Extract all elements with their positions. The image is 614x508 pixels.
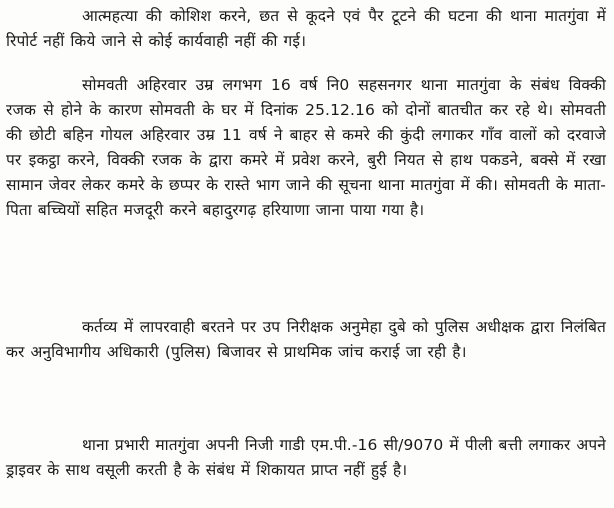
paragraph-station-in-charge-complaint: थाना प्रभारी मातगुंवा अपनी निजी गाडी एम.पी.-16 सी/9070 में पीली बत्ती लगाकर अपने ड्राइवर के साथ वसूली करती है के संबंध में शिकायत प्राप्त नहीं हुई है। <box>6 436 606 479</box>
paragraph-suicide-attempt-report: आत्महत्या की कोशिश करने, छत से कूदने एवं पैर टूटने की घटना की थाना मातगुंवा में रिपोर्ट नहीं किये जाने से कोई कार्यवाही नहीं की गई। <box>6 7 606 50</box>
paragraph-suspension-inquiry: कर्तव्य में लापरवाही बरतने पर उप निरीक्षक अनुमेहा दुबे को पुलिस अधीक्षक द्वारा निलंबित कर अनुविभागीय अधिकारी (पुलिस) बिजावर से प्राथमिक जांच कराई जा रही है। <box>6 318 606 361</box>
paragraph-somvati-incident: सोमवती अहिरवार उम्र लगभग 16 वर्ष नि0 सहसनगर थाना मातगुंवा के संबंध विक्की रजक से होने के कारण सोमवती के घर में दिनांक 25.12.16 को दोनों बातचीत कर रहे थे। सोमवती की छोटी बहिन गोयल अहिरवार उम्र 11 वर्ष ने बाहर से कमरे की कुंदी लगाकर गाँव वालों को दरवाजे पर इकट्ठा करने, विक्की रजक के द्वारा कमरे में प्रवेश करने, बुरी नियत से हाथ पकडने, बक्से में रखा सामान जेवर लेकर कमरे के छप्पर के रास्ते भाग जाने की सूचना थाना मातगुंवा में की। सोमवती के माता-पिता बच्चियों सहित मजदूरी करने बहादुरगढ़ हरियाणा जाना पाया गया है। <box>6 76 606 219</box>
